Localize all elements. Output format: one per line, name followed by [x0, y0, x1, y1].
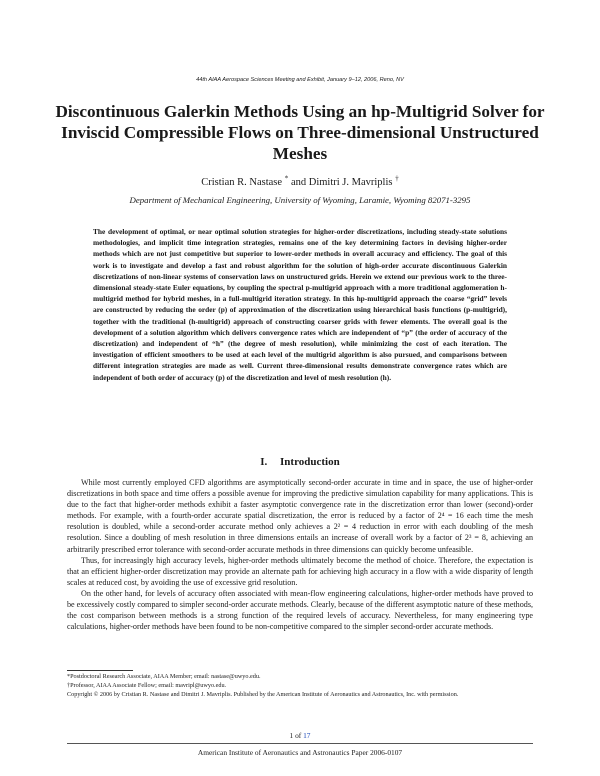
paragraph: While most currently employed CFD algorithms are asymptotically second-order accurate in time and in space, the use of higher-order discretizations in both space and time offers a possible avenue for improving the predictive simulation capability for many applications. This is due to the fact that higher-order methods exhibit a faster asymptotic convergence rate in the discretization error than lower (second)-order methods. For example, with a fourth-order accurate spatial discretization, the error is reduced by a factor of 2⁴ = 16 each time the mesh resolution is doubled, while a second-order accurate method only achieves a 2² = 4 reduction in error with each doubling of the mesh resolution. Since a doubling of mesh resolution in three dimensions entails an increase of overall work by a factor of 2³ = 8, achieving an arbitrarily prescribed error tolerance with second-order accurate methods in three dimensions can quickly become unfeasible.	[67, 478, 533, 554]
author-join: and	[290, 177, 307, 188]
footnote: †Professor, AIAA Associate Fellow; email: mavripl@uwyo.edu.	[67, 681, 227, 689]
footnote-mark[interactable]: †	[395, 173, 399, 183]
abstract: The development of optimal, or near optimal solution strategies for higher-order discretizations, including steady-state solutions methodologies, and implicit time integration strategies, remains one of the key determining factors in devising higher-order methods which are not just competitive but superior to lower-order methods in overall accuracy and efficiency. The goal of this work is to investigate and develop a fast and robust algorithm for the solution of high-order accurate discontinuous Galerkin discretizations of non-linear systems of conservation laws on unstructured grids. Herein we extend our previous work to the three-dimensional steady-state Euler equations, by coupling the spectral p-multigrid approach with a more traditional agglomeration h-multigrid method for hybrid meshes, in a full-multigrid iteration strategy. In this hp-multigrid approach the coarse “grid” levels are constructed by reducing the order (p) of approximation of the discretization using hierarchical basis functions (p-multigrid), together with the traditional (h-multigrid) approach of constructing coarser grids with fewer elements. The overall goal is the development of a solution algorithm which delivers convergence rates which are independent of “p” (the order of accuracy of the discretization) and independent of “h” (the degree of mesh resolution), while minimizing the cost of each iteration. The investigation of efficient smoothers to be used at each level of the multigrid algorithm is also pursued, and comparisons between different integration strategies are made as well. Current three-dimensional results demonstrate convergence rates which are independent of both order of accuracy (p) of the discretization and level of mesh resolution (h).	[93, 227, 507, 382]
page-number	[0, 731, 600, 740]
author-name: Cristian R. Nastase	[201, 177, 283, 188]
conference-header: 44th AIAA Aerospace Sciences Meeting and Exhibit, January 9–12, 2006, Reno, NV	[196, 77, 404, 83]
section-body	[67, 477, 533, 632]
section-number: I.	[260, 456, 268, 468]
author-line	[0, 173, 600, 188]
page-of: of	[295, 731, 302, 740]
paragraph: On the other hand, for levels of accuracy often associated with mean-flow engineering calculations, higher-order methods have proved to be excessively costly compared to simpler second-order accurate methods. Clearly, because of the different asymptotic nature of these methods, the cost comparison between methods is a strong function of the required levels of accuracy. Nevertheless, for many engineering type calculations, higher-order methods have been found to be non-competitive compared to the simpler second-order accurate methods.	[67, 588, 533, 632]
footnote-mark[interactable]: *	[284, 173, 289, 183]
section-heading	[0, 456, 600, 468]
footnote-rule	[67, 670, 133, 671]
paper-title: Discontinuous Galerkin Methods Using an hp-Multigrid Solver for Inviscid Compressible Flows on Three-dimensional Unstructured Meshes	[55, 102, 545, 163]
footnote: *Postdoctoral Research Associate, AIAA Member; email: nastase@uwyo.edu.	[67, 673, 261, 680]
affiliation: Department of Mechanical Engineering, University of Wyoming, Laramie, Wyoming 82071-3295	[129, 195, 471, 205]
author-name: Dimitri J. Mavriplis	[308, 177, 393, 188]
section-title: Introduction	[280, 456, 340, 468]
paragraph: Thus, for increasingly high accuracy levels, higher-order methods ultimately become the method of choice. Therefore, the expectation is that an efficient higher-order discretization may provide an alternate path for achieving high accuracy in a flow with a wide disparity of length scales at reduced cost, by avoiding the use of excessive grid resolution.	[67, 555, 533, 587]
copyright-notice: Copyright © 2006 by Cristian R. Nastase and Dimitri J. Mavriplis. Published by the American Institute of Aeronautics and Astronautics, Inc. with permission.	[67, 690, 459, 698]
total-pages-link[interactable]: 17	[303, 731, 311, 740]
footnotes	[67, 673, 533, 700]
current-page: 1	[289, 731, 294, 740]
footer-rule	[67, 743, 533, 744]
page-footer: American Institute of Aeronautics and Astronautics Paper 2006-0107	[197, 748, 403, 757]
